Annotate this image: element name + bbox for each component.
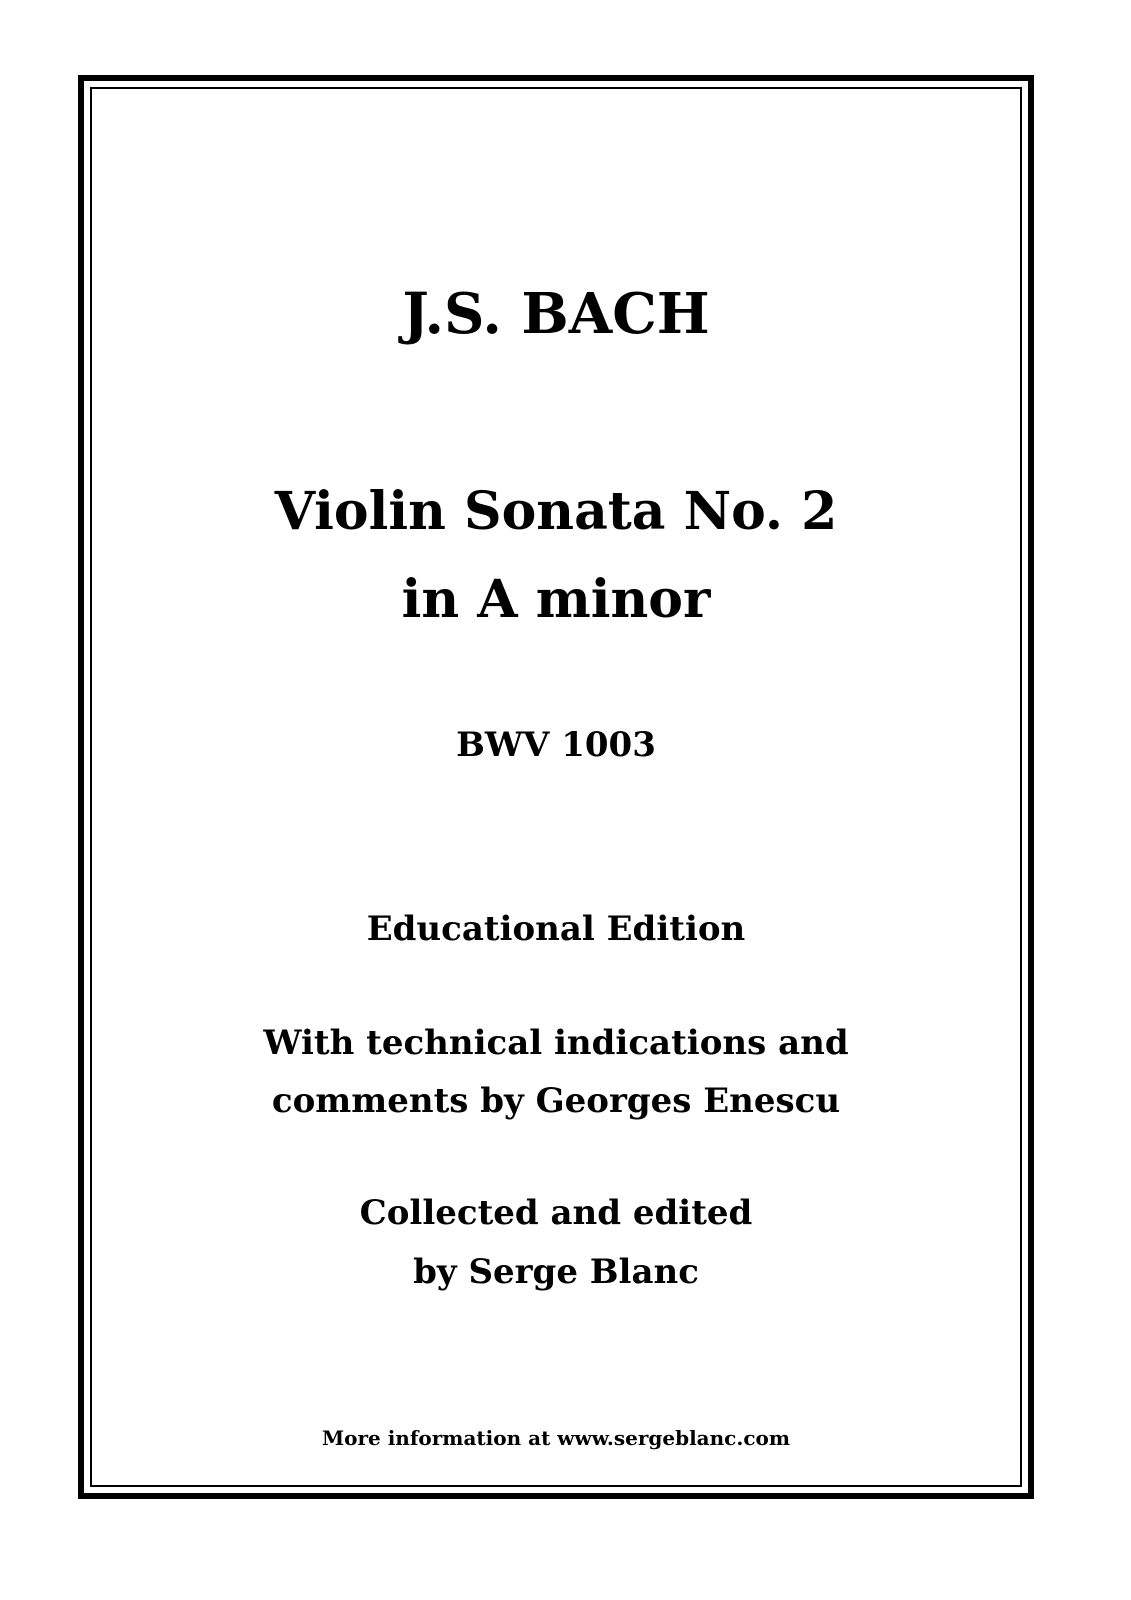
- technical-notes-line-2: comments by Georges Enescu: [271, 1081, 841, 1121]
- composer-title: J.S. BACH: [402, 281, 710, 347]
- technical-notes-line-1: With technical indications and: [263, 1023, 849, 1063]
- work-title-line-1: Violin Sonata No. 2: [274, 481, 838, 542]
- footer-info: More information at www.sergeblanc.com: [321, 1426, 791, 1450]
- catalog-number: BWV 1003: [456, 725, 656, 765]
- work-title-line-2: in A minor: [401, 569, 711, 630]
- edition-label: Educational Edition: [366, 909, 746, 949]
- editor-credit-line-2: by Serge Blanc: [413, 1252, 699, 1292]
- editor-credit-line-1: Collected and edited: [359, 1193, 753, 1233]
